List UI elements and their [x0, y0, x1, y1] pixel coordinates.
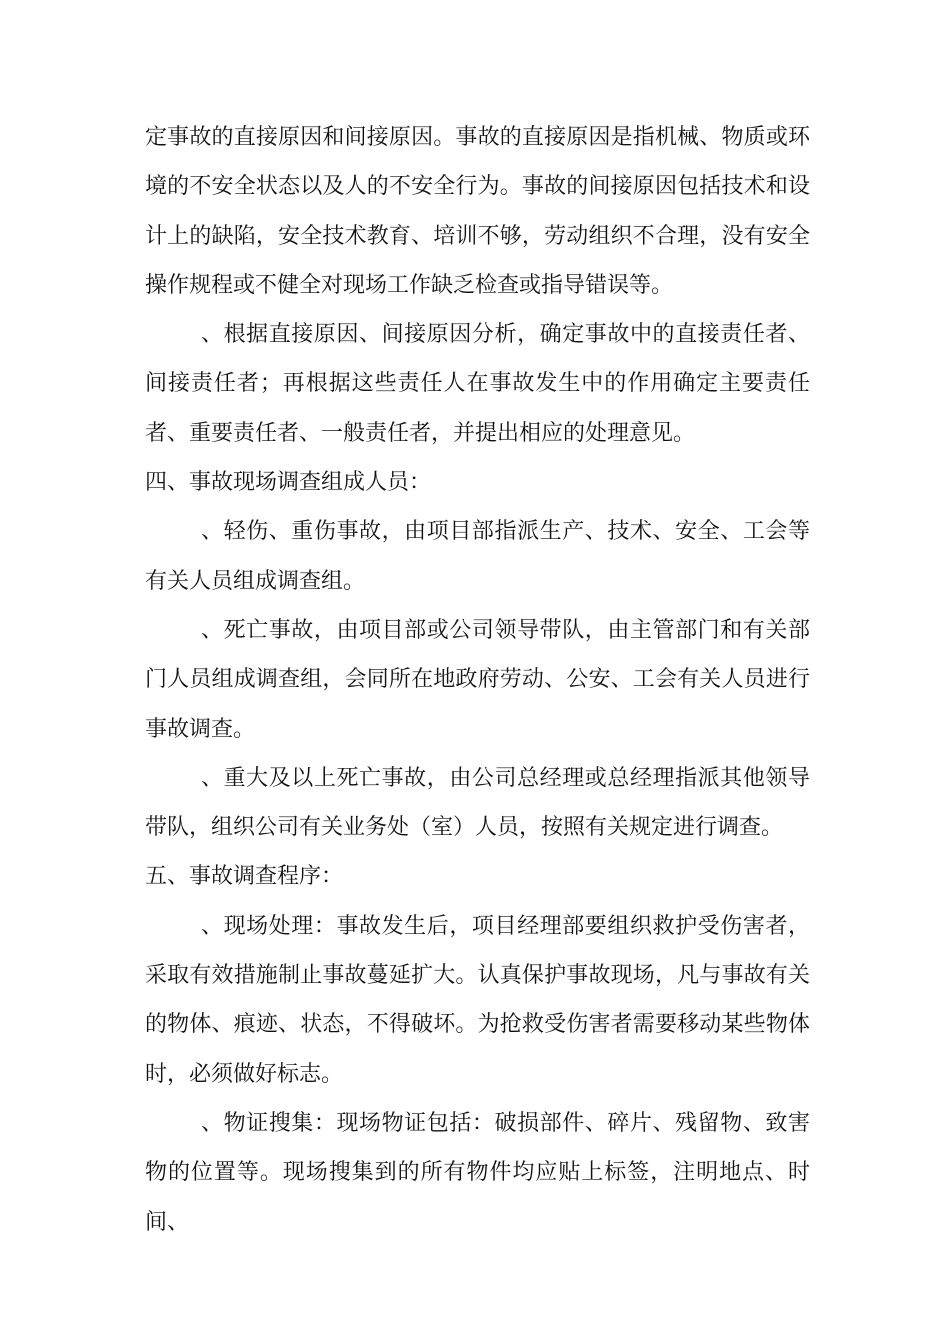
paragraph-minor-serious-injury: 、轻伤、重伤事故，由项目部指派生产、技术、安全、工会等有关人员组成调查组。: [145, 519, 810, 594]
paragraph-evidence-collection: 、物证搜集：现场物证包括：破损部件、碎片、残留物、致害物的位置等。现场搜集到的所有物件均应贴上标签，注明地点、时间、: [145, 1110, 810, 1235]
document-body: [145, 113, 810, 1247]
paragraph-major-fatal-accident: 、重大及以上死亡事故，由公司总经理或总经理指派其他领导带队，组织公司有关业务处（室）人员，按照有关规定进行调查。: [145, 765, 810, 841]
paragraph-accident-causes: 定事故的直接原因和间接原因。事故的直接原因是指机械、物质或环境的不安全状态以及人的不安全行为。事故的间接原因包括技术和设计上的缺陷，安全技术教育、培训不够，劳动组织不合理，没有安全操作规程或不健全对现场工作缺乏检查或指导错误等。: [145, 125, 810, 298]
paragraph-responsibility-analysis: 、根据直接原因、间接原因分析，确定事故中的直接责任者、间接责任者；再根据这些责任人在事故发生中的作用确定主要责任者、重要责任者、一般责任者，并提出相应的处理意见。: [145, 322, 810, 446]
section-heading-investigation-team: 四、事故现场调查组成人员：: [145, 470, 432, 496]
paragraph-fatal-accident: 、死亡事故，由项目部或公司领导带队，由主管部门和有关部门人员组成调查组，会同所在地政府劳动、公安、工会有关人员进行事故调查。: [145, 617, 810, 742]
section-heading-investigation-procedure: 五、事故调查程序：: [145, 864, 344, 890]
paragraph-scene-handling: 、现场处理：事故发生后，项目经理部要组织救护受伤害者，采取有效措施制止事故蔓延扩大。认真保护事故现场，凡与事故有关的物体、痕迹、状态，不得破坏。为抢救受伤害者需要移动某些物体时，必须做好标志。: [145, 913, 810, 1087]
